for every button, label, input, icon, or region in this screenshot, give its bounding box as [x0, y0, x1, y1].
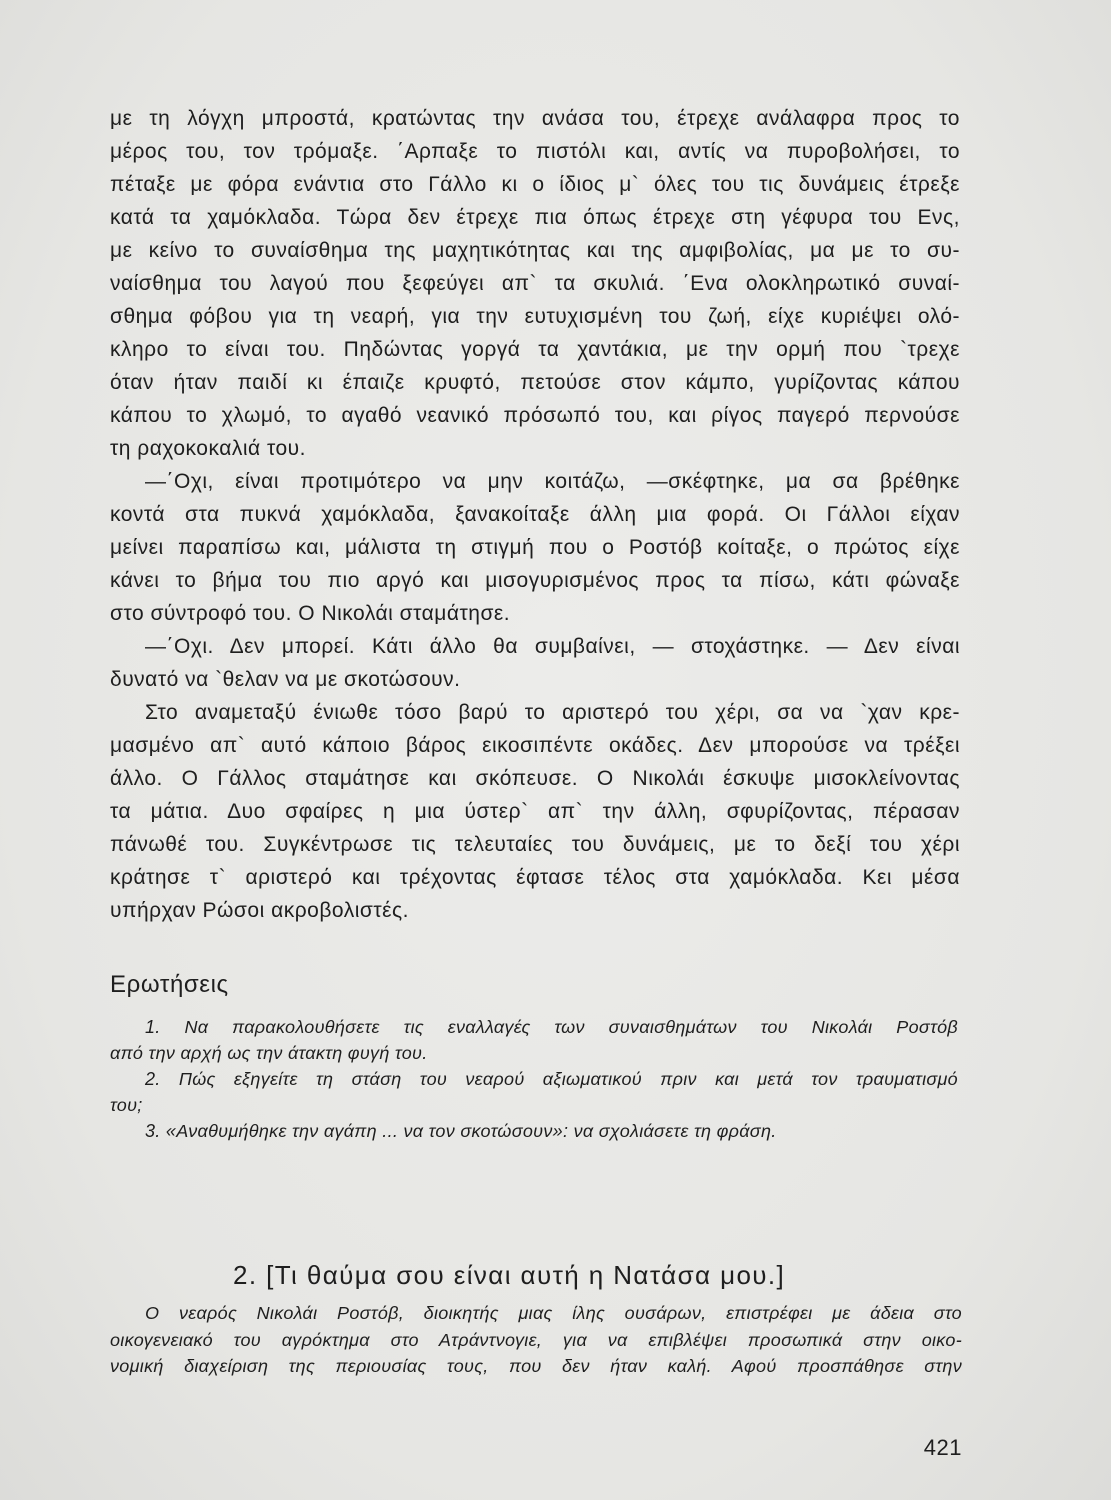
question-line: από την αρχή ως την άτακτη φυγή του.	[110, 1043, 428, 1063]
text-line: πέταξε με φόρα ενάντια στο Γάλλο κι ο ίδιος μ` όλες του τις δυνάμεις έτρεξε	[110, 173, 960, 196]
section-title: 2. [Τι θαύμα σου είναι αυτή η Νατάσα μου.]	[233, 1260, 786, 1290]
text-line: Στο αναμεταξύ ένιωθε τόσο βαρύ το αριστερό του χέρι, σα να `χαν κρε-	[145, 701, 960, 724]
question-line: 3. «Αναθυμήθηκε την αγάπη ... να τον σκοτώσουν»: να σχολιάσετε τη φράση.	[145, 1121, 777, 1141]
text-line: —΄Οχι. Δεν μπορεί. Κάτι άλλο θα συμβαίνει, — στοχάστηκε. — Δεν είναι	[145, 635, 960, 658]
intro-line: οικογενειακό του αγρόκτημα στο Ατράντνογιε, για να επιβλέψει προσωπικά στην οικο-	[110, 1329, 962, 1350]
text-line: σθημα φόβου για τη νεαρή, για την ευτυχισμένη του ζωή, είχε κυριέψει ολό-	[110, 305, 960, 328]
text-line: μασμένο απ` αυτό κάποιο βάρος εικοσιπέντε οκάδες. Δεν μπορούσε να τρέξει	[110, 734, 960, 757]
text-line: ναίσθημα του λαγού που ξεφεύγει απ` τα σκυλιά. ΄Ενα ολοκληρωτικό συναί-	[110, 272, 960, 295]
text-line: κοντά στα πυκνά χαμόκλαδα, ξανακοίταξε άλλη μια φορά. Οι Γάλλοι είχαν	[110, 503, 960, 526]
text-line: μέρος του, τον τρόμαξε. ΄Αρπαξε το πιστόλι και, αντίς να πυροβολήσει, το	[110, 140, 960, 163]
text-line: κράτησε τ` αριστερό και τρέχοντας έφτασε τέλος στα χαμόκλαδα. Κει μέσα	[110, 866, 960, 889]
intro-line: νομική διαχείριση της περιουσίας τους, που δεν ήταν καλή. Αφού προσπάθησε στην	[110, 1356, 962, 1376]
page-number: 421	[923, 1435, 962, 1460]
text-line: κατά τα χαμόκλαδα. Τώρα δεν έτρεχε πια όπως έτρεχε στη γέφυρα του Ενς,	[110, 206, 960, 229]
question-line: 2. Πώς εξηγείτε τη στάση του νεαρού αξιωματικού πριν και μετά τον τραυματισμό	[145, 1069, 958, 1089]
text-line: κάνει το βήμα του πιο αργό και μισογυρισμένος προς τα πίσω, κάτι φώναξε	[110, 569, 960, 592]
text-line: με τη λόγχη μπροστά, κρατώντας την ανάσα του, έτρεχε ανάλαφρα προς το	[110, 107, 960, 130]
intro-line: Ο νεαρός Νικολάι Ροστόβ, διοικητής μιας ίλης ουσάρων, επιστρέφει με άδεια στο	[145, 1303, 962, 1323]
text-line: —΄Οχι, είναι προτιμότερο να μην κοιτάζω, —σκέφτηκε, μα σα βρέθηκε	[145, 470, 960, 493]
text-line: κληρο το είναι του. Πηδώντας γοργά τα χαντάκια, με την ορμή που `τρεχε	[110, 338, 960, 361]
question-line: του;	[110, 1095, 143, 1115]
question-line: 1. Να παρακολουθήσετε τις εναλλαγές των συναισθημάτων του Νικολάι Ροστόβ	[145, 1017, 958, 1037]
text-line: μείνει παραπίσω και, μάλιστα τη στιγμή που ο Ροστόβ κοίταξε, ο πρώτος είχε	[110, 536, 960, 559]
text-line: υπήρχαν Ρώσοι ακροβολιστές.	[110, 899, 409, 922]
text-line: πάνωθέ του. Συγκέντρωσε τις τελευταίες του δυνάμεις, με το δεξί του χέρι	[110, 833, 960, 856]
text-line: όταν ήταν παιδί κι έπαιζε κρυφτό, πετούσε στον κάμπο, γυρίζοντας κάπου	[110, 371, 960, 394]
text-line: δυνατό να `θελαν να με σκοτώσουν.	[110, 668, 461, 691]
text-line: με κείνο το συναίσθημα της μαχητικότητας και της αμφιβολίας, μα με το συ-	[110, 239, 960, 262]
text-line: τα μάτια. Δυο σφαίρες η μια ύστερ` απ` την άλλη, σφυρίζοντας, πέρασαν	[110, 800, 960, 823]
section-intro	[110, 1300, 962, 1380]
body-text	[110, 102, 960, 927]
questions-heading: Ερωτήσεις	[110, 971, 229, 998]
text-line: στο σύντροφό του. Ο Νικολάι σταμάτησε.	[110, 602, 511, 625]
text-line: άλλο. Ο Γάλλος σταμάτησε και σκόπευσε. Ο Νικολάι έσκυψε μισοκλείνοντας	[110, 767, 960, 790]
text-line: τη ραχοκοκαλιά του.	[110, 437, 306, 460]
text-line: κάπου το χλωμό, το αγαθό νεανικό πρόσωπό του, και ρίγος παγερό περνούσε	[110, 404, 960, 427]
questions-list	[110, 1014, 958, 1144]
